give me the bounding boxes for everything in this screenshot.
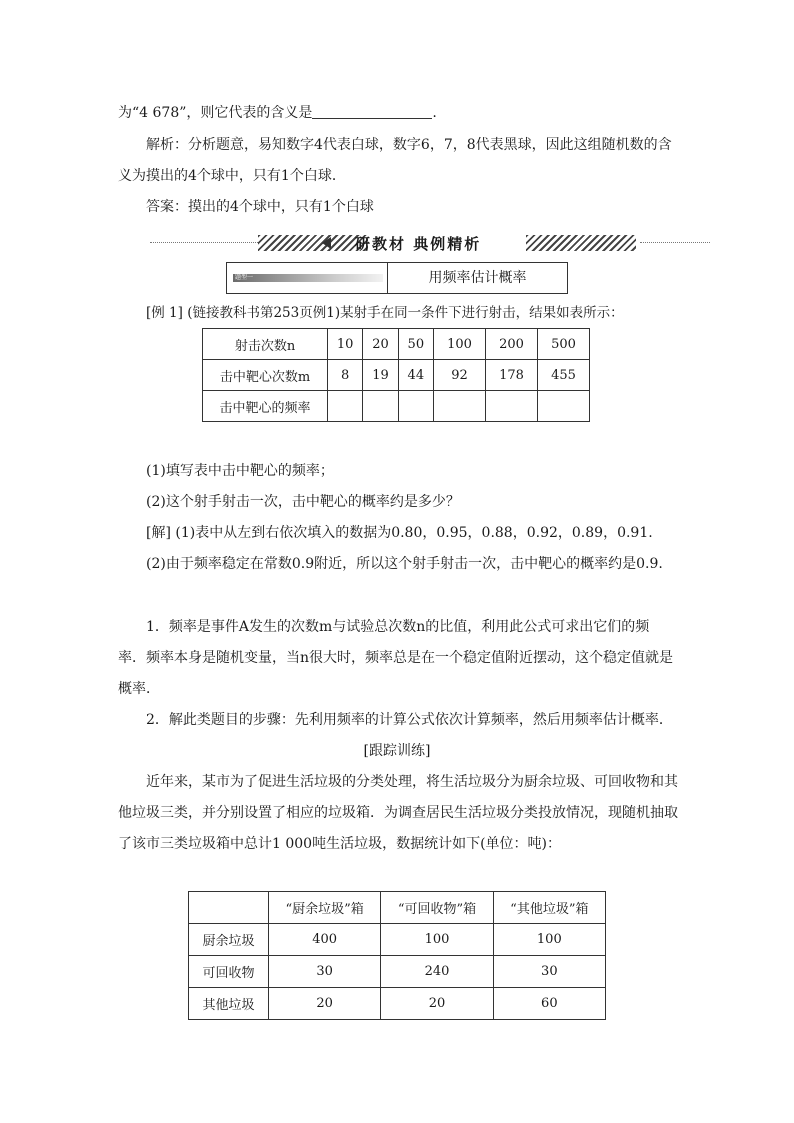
solution-1: [解] (1)表中从左到右依次填入的数据为0.80，0.95，0.88，0.92，0.89，0.91.: [146, 525, 653, 541]
table-cell: 厨余垃圾: [189, 924, 269, 956]
table-row: [203, 329, 590, 360]
table-cell: 200: [485, 329, 537, 360]
table-row: [189, 988, 606, 1020]
table-cell: 100: [433, 329, 485, 360]
table-cell: [328, 391, 363, 422]
practice-line1: 近年来，某市为了促进生活垃圾的分类处理，将生活垃圾分为厨余垃圾、可回收物和其: [146, 774, 678, 790]
table-cell: 44: [398, 360, 433, 391]
table-cell: 178: [485, 360, 537, 391]
topic-tag: 题型一: [233, 274, 383, 282]
table-cell: 455: [537, 360, 589, 391]
table-header-cell: [189, 892, 269, 924]
analysis-line1: 解析：分析题意，易知数字4代表白球，数字6，7，8代表黑球，因此这组随机数的含: [146, 137, 672, 153]
table-cell: [433, 391, 485, 422]
table-row: [203, 391, 590, 422]
solution-2: (2)由于频率稳定在常数0.9附近，所以这个射手射击一次，击中靶心的概率约是0.9.: [146, 556, 663, 572]
table-row: [189, 924, 606, 956]
answer-line: 答案：摸出的4个球中，只有1个白球: [146, 199, 374, 215]
practice-line3: 了该市三类垃圾箱中总计1 000吨生活垃圾，数据统计如下(单位：吨)：: [118, 836, 562, 852]
intro-line1: [118, 103, 437, 123]
question-1: (1)填写表中击中靶心的频率；: [146, 463, 334, 479]
note-2: 2．解此类题目的步骤：先利用频率的计算公式依次计算频率，然后用频率估计概率．: [146, 712, 673, 728]
intro-line1-text: 为“4 678”，则它代表的含义是: [118, 105, 313, 121]
topic-tag-cell: [227, 263, 388, 293]
table-cell: 击中靶心次数m: [203, 360, 328, 391]
topic-box: [226, 262, 568, 294]
table-cell: 100: [493, 924, 605, 956]
analysis-line2: 义为摸出的4个球中，只有1个白球．: [118, 168, 346, 184]
table-cell: 10: [328, 329, 363, 360]
example-header: [例 1] (链接教科书第253页例1)某射手在同一条件下进行射击，结果如表所示：: [146, 305, 624, 321]
table-cell: 60: [493, 988, 605, 1020]
note-1-line3: 概率．: [118, 681, 160, 697]
table-cell: 8: [328, 360, 363, 391]
table-cell: 20: [269, 988, 381, 1020]
table-header-cell: “可回收物”箱: [381, 892, 493, 924]
table-cell: 可回收物: [189, 956, 269, 988]
topic-title: 用频率估计概率: [428, 270, 527, 286]
question-2: (2)这个射手射击一次，击中靶心的概率约是多少？: [146, 494, 460, 510]
banner-stripe-right: [526, 235, 636, 251]
note-1-line1: 1．频率是事件A发生的次数m与试验总次数n的比值，利用此公式可求出它们的频: [146, 619, 650, 635]
table-header-cell: “厨余垃圾”箱: [269, 892, 381, 924]
table-header-cell: “其他垃圾”箱: [493, 892, 605, 924]
practice-heading: [跟踪训练]: [363, 743, 431, 759]
shooting-table: [202, 328, 590, 422]
table-cell: [398, 391, 433, 422]
table-cell: 400: [269, 924, 381, 956]
table-header-row: [189, 892, 606, 924]
banner-stripe-left: [258, 235, 368, 251]
table-cell: 20: [363, 329, 398, 360]
table-cell: 击中靶心的频率: [203, 391, 328, 422]
table-row: [189, 956, 606, 988]
garbage-table: [188, 891, 606, 1020]
banner-dots-right: [640, 242, 710, 243]
table-cell: 240: [381, 956, 493, 988]
intro-line1-end: .: [432, 105, 437, 121]
table-cell: 19: [363, 360, 398, 391]
table-cell: 射击次数n: [203, 329, 328, 360]
table-cell: 500: [537, 329, 589, 360]
table-cell: 92: [433, 360, 485, 391]
practice-line2: 他垃圾三类，并分别设置了相应的垃圾箱．为调查居民生活垃圾分类投放情况，现随机抽取: [118, 805, 678, 821]
answer-blank: [312, 104, 432, 119]
section-banner: [150, 233, 710, 253]
table-cell: 50: [398, 329, 433, 360]
banner-title: 研教材 典例精析: [355, 235, 482, 253]
banner-arrow-left-icon: [322, 237, 331, 249]
table-cell: 其他垃圾: [189, 988, 269, 1020]
table-cell: 100: [381, 924, 493, 956]
table-cell: 20: [381, 988, 493, 1020]
note-1-line2: 率．频率本身是随机变量，当n很大时，频率总是在一个稳定值附近摆动，这个稳定值就是: [118, 650, 674, 666]
table-cell: [537, 391, 589, 422]
table-cell: [363, 391, 398, 422]
table-row: [203, 360, 590, 391]
table-cell: 30: [493, 956, 605, 988]
table-cell: 30: [269, 956, 381, 988]
table-cell: [485, 391, 537, 422]
banner-dots-left: [150, 242, 260, 243]
